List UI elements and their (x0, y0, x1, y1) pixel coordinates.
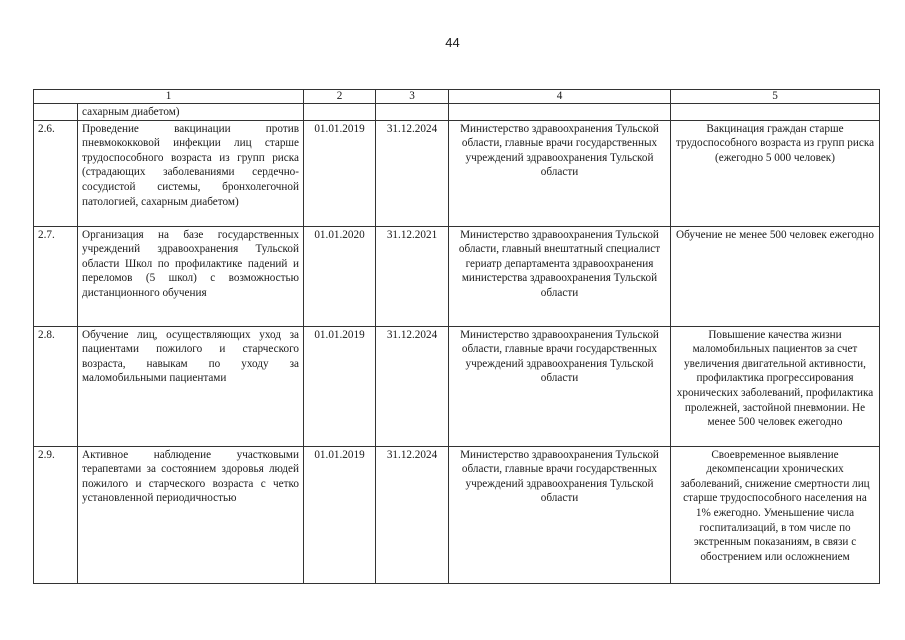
continuation-num-cell (34, 104, 78, 121)
item-start-date: 01.01.2019 (304, 326, 376, 446)
item-end-date: 31.12.2024 (376, 446, 449, 583)
item-end-date: 31.12.2024 (376, 326, 449, 446)
item-end-date: 31.12.2021 (376, 226, 449, 326)
column-header-5: 5 (671, 90, 880, 104)
table-row (34, 120, 880, 226)
item-result: Повышение качества жизни маломобильных пациентов за счет увеличения двигательной активности, профилактика прогрессирования хронических заболеваний, профилактика пролежней, застойной пневмонии. Не менее 500 человек ежегодно (671, 326, 880, 446)
continuation-row (34, 104, 880, 121)
column-header-3: 3 (376, 90, 449, 104)
continuation-end-cell (376, 104, 449, 121)
item-result: Обучение не менее 500 человек ежегодно (671, 226, 880, 326)
item-description: Обучение лиц, осуществляющих уход за пациентами пожилого и старческого возраста, навыкам по уходу за маломобильными пациентами (78, 326, 304, 446)
item-start-date: 01.01.2019 (304, 446, 376, 583)
continuation-result-cell (671, 104, 880, 121)
column-header-4: 4 (449, 90, 671, 104)
column-number-row (34, 90, 880, 104)
item-number: 2.9. (34, 446, 78, 583)
item-description: Активное наблюдение участковыми терапевтами за состоянием здоровья людей пожилого и старческого возраста с четко установленной периодичностью (78, 446, 304, 583)
item-responsible: Министерство здравоохранения Тульской области, главные врачи государственных учреждений здравоохранения Тульской области (449, 326, 671, 446)
column-header-2: 2 (304, 90, 376, 104)
item-end-date: 31.12.2024 (376, 120, 449, 226)
continuation-start-cell (304, 104, 376, 121)
item-number: 2.7. (34, 226, 78, 326)
item-description: Проведение вакцинации против пневмококковой инфекции лиц старше трудоспособного возраста из групп риска (страдающих заболеваниями сердечно-сосудистой системы, бронхолегочной патологией, сахарным диабетом) (78, 120, 304, 226)
item-responsible: Министерство здравоохранения Тульской области, главные врачи государственных учреждений здравоохранения Тульской области (449, 120, 671, 226)
item-number: 2.6. (34, 120, 78, 226)
continuation-responsible-cell (449, 104, 671, 121)
column-header-1: 1 (34, 90, 304, 104)
table-row (34, 326, 880, 446)
item-result: Своевременное выявление декомпенсации хронических заболеваний, снижение смертности лиц старше трудоспособного населения на 1% ежегодно. Уменьшение числа госпитализаций, в том числе по экстренным показаниям, в связи с обострением или осложнением (671, 446, 880, 583)
item-responsible: Министерство здравоохранения Тульской области, главные врачи государственных учреждений здравоохранения Тульской области (449, 446, 671, 583)
item-result: Вакцинация граждан старше трудоспособного возраста из групп риска (ежегодно 5 000 человек) (671, 120, 880, 226)
table-row (34, 226, 880, 326)
measures-table (33, 89, 880, 584)
continuation-text: сахарным диабетом) (78, 104, 304, 121)
page-number: 44 (445, 35, 460, 50)
item-start-date: 01.01.2019 (304, 120, 376, 226)
item-number: 2.8. (34, 326, 78, 446)
item-start-date: 01.01.2020 (304, 226, 376, 326)
item-description: Организация на базе государственных учреждений здравоохранения Тульской области Школ по профилактике падений и переломов (5 школ) с возможностью дистанционного обучения (78, 226, 304, 326)
item-responsible: Министерство здравоохранения Тульской области, главный внештатный специалист гериатр департамента здравоохранения министерства здравоохранения Тульской области (449, 226, 671, 326)
table-row (34, 446, 880, 583)
